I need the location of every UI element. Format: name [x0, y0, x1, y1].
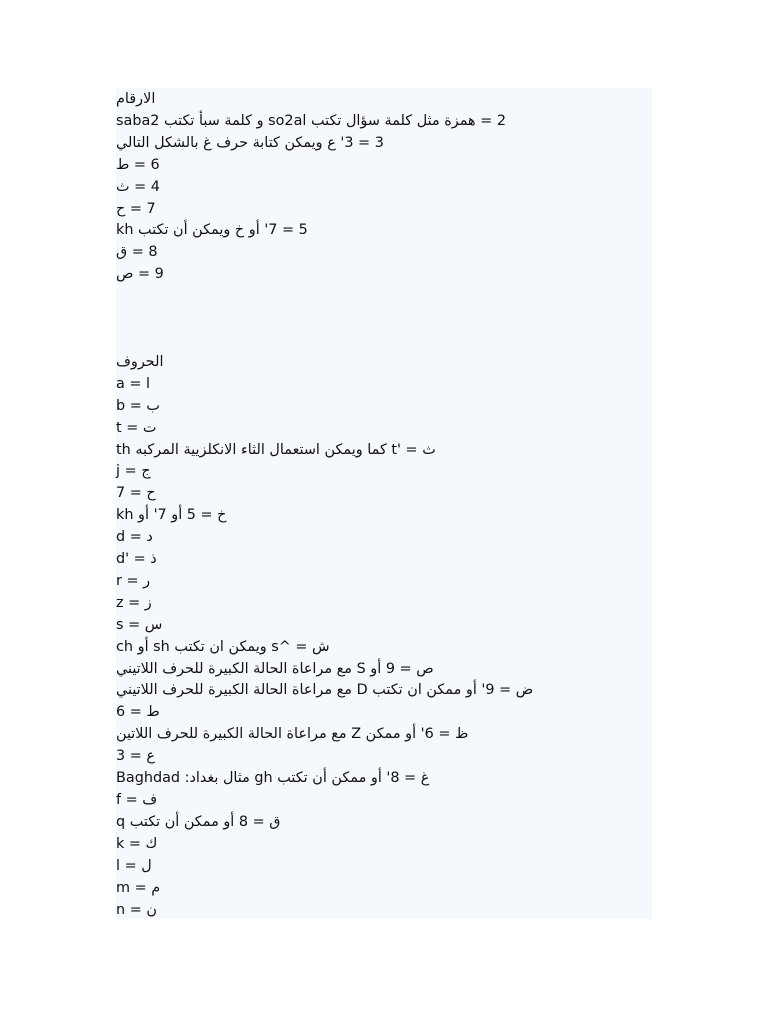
document-line: الحروف: [116, 353, 164, 370]
document-line: 5 = 7' أو خ ويمكن أن تكتب kh: [116, 222, 308, 239]
document-line: الارقام: [116, 91, 156, 107]
document-line: د = d: [116, 529, 153, 546]
document-line: 8 = ق: [116, 244, 158, 261]
blank-line: [116, 286, 652, 308]
document-line: ب = b: [116, 397, 160, 414]
document-line: ث = 't كما ويمكن استعمال الثاء الانكلزيية المركبه th: [116, 441, 436, 458]
document-line: ح = 7: [116, 485, 156, 502]
document-line: ش = ^s ويمكن ان تكتب sh أو ch: [116, 638, 330, 655]
document-line: 9 = ص: [116, 266, 164, 283]
document-page: [116, 88, 652, 919]
document-line: غ = 8' أو ممكن أن تكتب gh مثال بغداد: Baghdad: [116, 770, 430, 787]
document-line: 4 = ث: [116, 178, 160, 195]
document-line: 7 = ح: [116, 200, 156, 217]
document-line: ف = f: [116, 792, 158, 808]
document-line: ا = a: [116, 375, 151, 392]
document-line: ل = l: [116, 857, 152, 874]
document-line: ر = r: [116, 572, 151, 589]
document-line: 3 = 3' ع ويمكن كتابة حرف غ بالشكل التالي: [116, 134, 384, 151]
document-line: م = m: [116, 879, 161, 896]
document-line: خ = 5 أو 7' أو kh: [116, 507, 227, 524]
document-line: ط = 6: [116, 704, 160, 721]
document-line: ز = z: [116, 594, 152, 611]
document-line: ض = 9' أو ممكن ان تكتب D مع مراعاة الحالة الكبيرة للحرف اللاتيني: [116, 682, 534, 699]
document-lines: [116, 89, 652, 921]
document-line: ن = n: [116, 901, 157, 918]
document-line: ذ = 'd: [116, 551, 157, 568]
document-line: ق = 8 أو ممكن أن تكتب q: [116, 813, 281, 830]
blank-line: [116, 330, 652, 352]
document-line: ت = t: [116, 419, 157, 436]
document-line: ص = 9 أو S مع مراعاة الحالة الكبيرة للحرف اللاتيني: [116, 660, 434, 677]
document-line: ج = j: [116, 463, 151, 480]
document-line: ع = 3: [116, 748, 155, 765]
document-line: 6 = ط: [116, 156, 160, 173]
document-line: س = s: [116, 616, 163, 633]
blank-line: [116, 308, 652, 330]
document-line: ك = k: [116, 835, 158, 852]
document-line: ظ = 6' أو ممكن Z مع مراعاة الحالة الكبيرة للحرف اللاتين: [116, 726, 469, 743]
document-line: 2 = همزة مثل كلمة سؤال تكتب so2al و كلمة سبأ تكتب saba2: [116, 112, 506, 129]
